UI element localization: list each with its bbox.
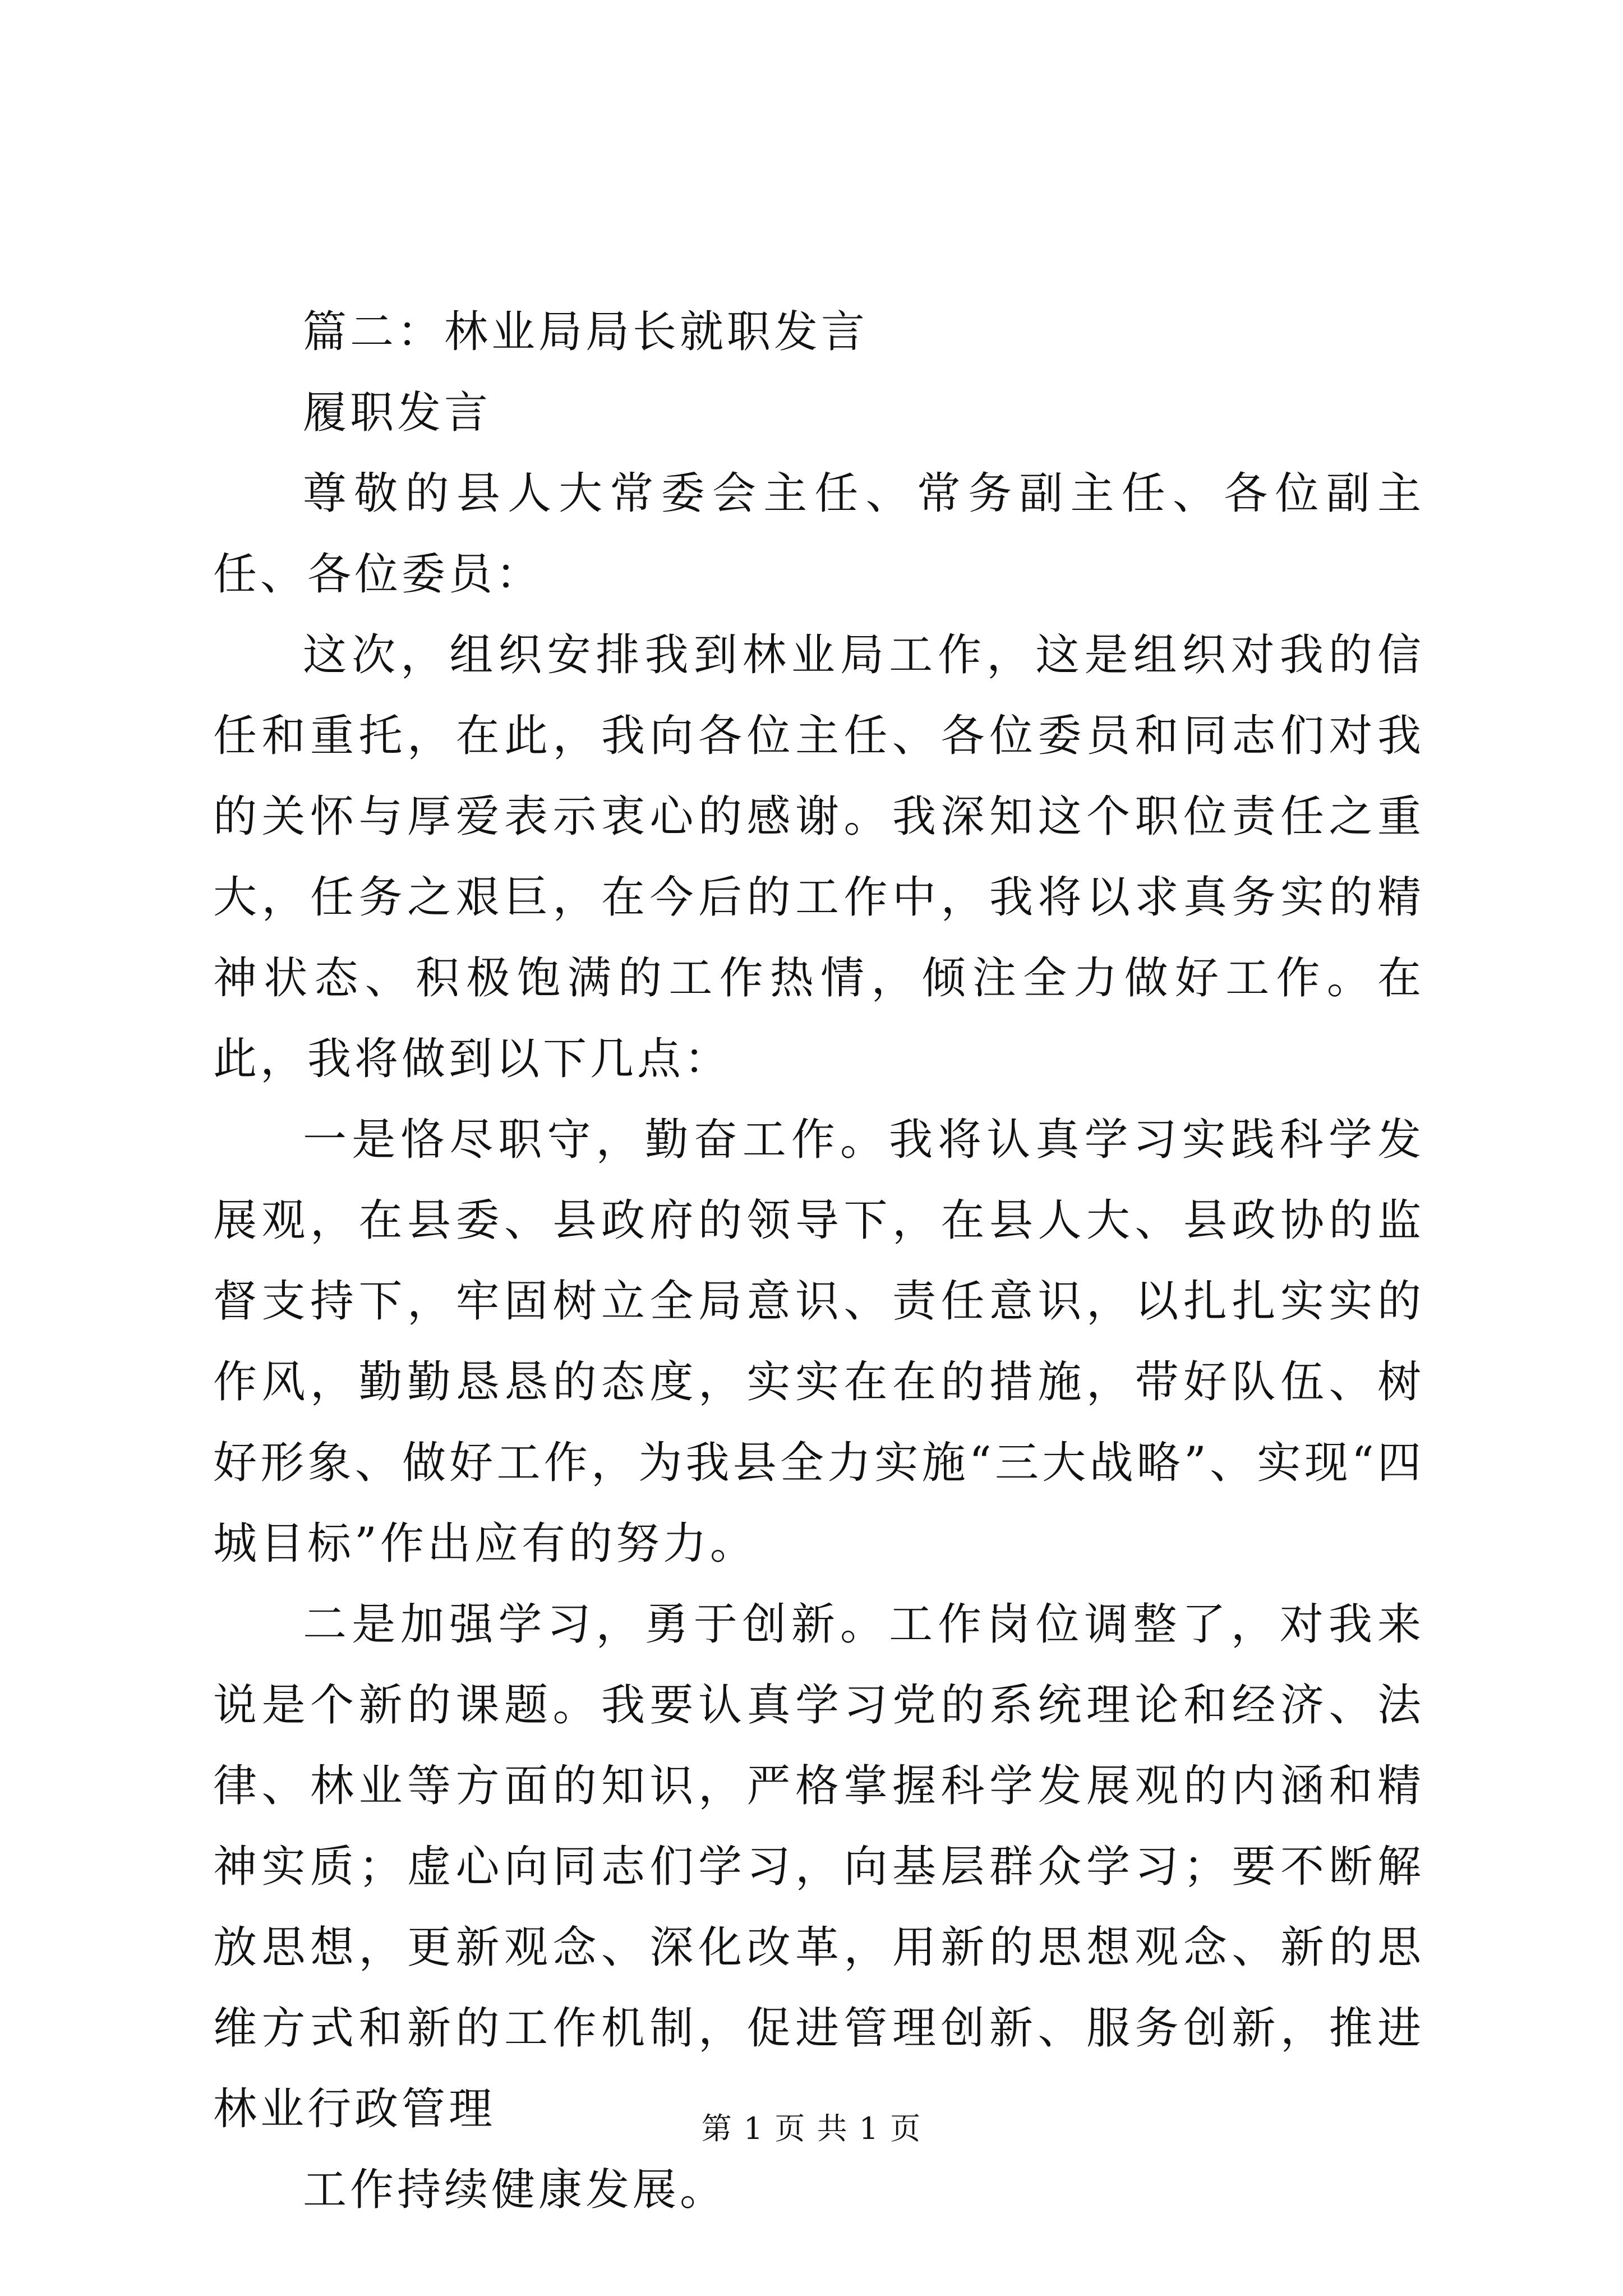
paragraph-intro: 这次，组织安排我到林业局工作，这是组织对我的信任和重托，在此，我向各位主任、各位委员和同志们对我的关怀与厚爱表示衷心的感谢。我深知这个职位责任之重大，任务之艰巨，在今后的工作中，我将以求真务实的精神状态、积极饱满的工作热情，倾注全力做好工作。在此，我将做到以下几点： (213, 630, 1424, 1084)
speech-heading: 履职发言 (303, 388, 492, 438)
page-footer: 第 1 页 共 1 页 (701, 2111, 922, 2146)
document-body (213, 292, 1424, 2230)
salutation: 尊敬的县人大常委会主任、常务副主任、各位副主任、各位委员： (213, 468, 1424, 600)
paragraph-point-two: 二是加强学习，勇于创新。工作岗位调整了，对我来说是个新的课题。我要认真学习党的系统理论和经济、法律、林业等方面的知识，严格掌握科学发展观的内涵和精神实质；虚心向同志们学习，向基层群众学习；要不断解放思想，更新观念、深化改革，用新的思想观念、新的思维方式和新的工作机制，促进管理创新、服务创新，推进林业行政管理 (213, 1599, 1424, 2134)
paragraph-point-one: 一是恪尽职守，勤奋工作。我将认真学习实践科学发展观，在县委、县政府的领导下，在县人大、县政协的监督支持下，牢固树立全局意识、责任意识，以扎扎实实的作风，勤勤恳恳的态度，实实在在的措施，带好队伍、树好形象、做好工作，为我县全力实施“三大战略”、实现“四城目标”作出应有的努力。 (213, 1115, 1424, 1569)
section-title: 篇二：林业局局长就职发言 (303, 307, 869, 357)
paragraph-continuation: 工作持续健康发展。 (303, 2165, 727, 2215)
